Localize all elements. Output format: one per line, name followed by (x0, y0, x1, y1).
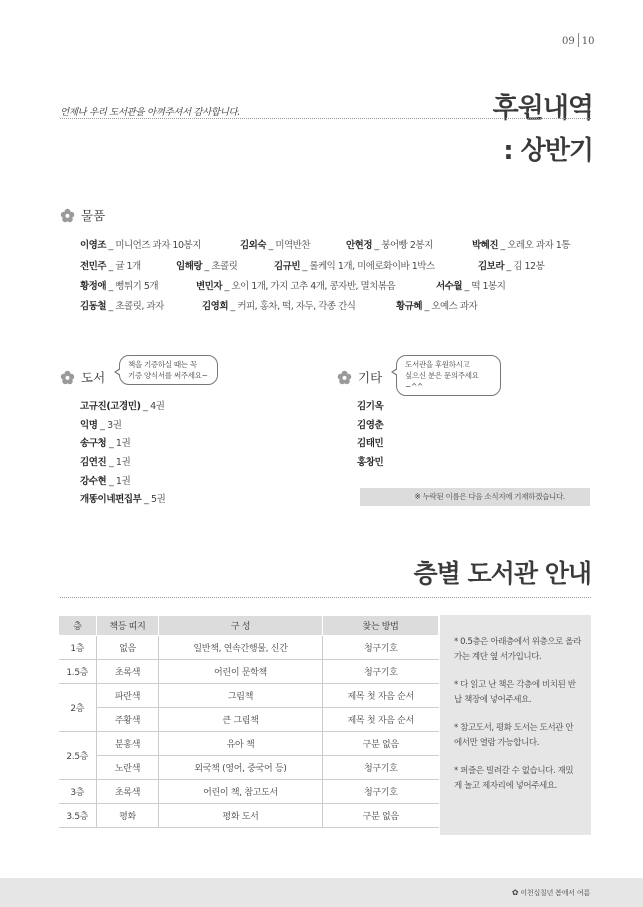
donation-subtitle: : 상반기 (503, 136, 593, 166)
page-number-left: 09 (562, 36, 575, 47)
table-row (59, 732, 439, 756)
table-row (59, 756, 439, 780)
table-row (59, 636, 439, 660)
header-content: 구 성 (159, 616, 323, 636)
guide-note: * 0.5층은 아래층에서 위층으로 올라가는 계단 옆 서가입니다. (454, 637, 581, 662)
goods-entry: 전민주 _ 귤 1개 (80, 261, 141, 272)
table-row (59, 780, 439, 804)
goods-entry: 김영희 _ 커피, 홍차, 떡, 자두, 각종 간식 (202, 301, 356, 312)
goods-entry: 변민자 _ 오이 1개, 가지 고추 4개, 콩자반, 멸치볶음 (196, 281, 396, 292)
content-cell: 일반책, 연속간행물, 신간 (159, 636, 323, 660)
guide-note: * 다 읽고 난 책은 각층에 비치된 반납 책장에 넣어주세요. (454, 680, 576, 705)
floor-cell: 2.5층 (59, 732, 97, 780)
book-entry: 송구청 _ 1권 (80, 438, 131, 450)
method-cell: 구분 없음 (323, 732, 439, 756)
method-cell: 청구기호 (323, 756, 439, 780)
book-entry: 고규진(고경민) _ 4권 (80, 401, 165, 412)
goods-entry: 김보라 _ 김 12봉 (478, 261, 545, 272)
floor-guide-divider (60, 597, 591, 598)
method-cell: 청구기호 (323, 636, 439, 660)
goods-entry: 임해랑 _ 초콜릿 (176, 261, 238, 272)
book-entry: 강수현 _ 1권 (80, 475, 131, 487)
band-cell: 노란색 (97, 756, 159, 780)
donation-title: 후원내역 (492, 93, 593, 124)
goods-entry: 안현정 _ 붕어빵 2봉지 (346, 240, 433, 251)
method-cell: 제목 첫 자음 순서 (323, 708, 439, 732)
footer (512, 888, 590, 898)
etc-list (357, 398, 383, 473)
method-cell: 청구기호 (323, 660, 439, 684)
omission-note: ※ 누락된 이름은 다음 소식지에 기재하겠습니다. (360, 488, 590, 506)
goods-entry: 황규혜 _ 오예스 과자 (396, 301, 478, 312)
floor-guide-title: 층별 도서관 안내 (413, 559, 591, 588)
method-cell: 제목 첫 자음 순서 (323, 684, 439, 708)
band-cell: 분홍색 (97, 732, 159, 756)
content-cell: 유아 책 (159, 732, 323, 756)
page-number (562, 33, 594, 47)
goods-entry: 김동철 _ 초콜릿, 과자 (80, 301, 164, 312)
flower-icon (337, 370, 352, 385)
floor-cell: 1층 (59, 636, 97, 660)
header-band: 책등 띠지 (97, 616, 159, 636)
floor-cell: 1.5층 (59, 660, 97, 684)
flower-icon: ✿ (511, 888, 519, 897)
method-cell: 구분 없음 (323, 804, 439, 828)
guide-note: * 퍼즐은 빌려갈 수 없습니다. 재밌게 놀고 제자리에 넣어주세요. (454, 766, 574, 791)
flower-icon (60, 370, 75, 385)
goods-entry: 김규빈 _ 롤케익 1개, 미에로화이바 1박스 (274, 261, 435, 272)
goods-entry: 김외숙 _ 미역반찬 (240, 240, 311, 251)
header-method: 찾는 방법 (323, 616, 439, 636)
band-cell: 초록색 (97, 660, 159, 684)
page-number-right: 10 (581, 36, 595, 47)
flower-icon (60, 208, 75, 223)
page-number-divider (578, 33, 579, 47)
table-row (59, 804, 439, 828)
band-cell: 파란색 (97, 684, 159, 708)
method-cell: 청구기호 (323, 780, 439, 804)
header-floor: 층 (59, 616, 97, 636)
etc-speech-bubble: 도서관을 후원하시고 싶으신 분은 문의주세요~^^ (396, 355, 501, 396)
goods-entry: 박혜진 _ 오레오 과자 1통 (472, 240, 570, 251)
table-row (59, 708, 439, 732)
etc-entry: 홍창민 (357, 457, 384, 469)
floor-guide-notes (440, 615, 591, 835)
header-divider (60, 118, 591, 119)
etc-heading (337, 368, 382, 386)
content-cell: 어린이 책, 참고도서 (159, 780, 323, 804)
etc-heading-label: 기타 (358, 370, 383, 385)
table-header-row (59, 616, 439, 636)
floor-guide-table (58, 615, 439, 828)
table-row (59, 684, 439, 708)
band-cell: 주황색 (97, 708, 159, 732)
etc-entry: 김태민 (357, 438, 384, 450)
etc-entry: 김영춘 (357, 419, 384, 431)
books-speech-bubble: 책을 기증하실 때는 꼭 기증 양식서를 써주세요~ (119, 355, 218, 385)
floor-cell: 3.5층 (59, 804, 97, 828)
book-entry: 개똥이네편집부 _ 5권 (80, 494, 166, 506)
goods-entry: 서수월 _ 떡 1봉지 (436, 281, 506, 292)
content-cell: 어린이 문학책 (159, 660, 323, 684)
books-heading-label: 도서 (81, 370, 106, 385)
goods-heading (60, 206, 105, 224)
goods-heading-label: 물품 (81, 208, 106, 223)
footer-label: 이천십칠년 봄에서 여름 (520, 889, 590, 897)
thanks-subtitle: 언제나 우리 도서관을 아껴주셔서 감사합니다. (60, 107, 240, 118)
books-list (80, 398, 165, 510)
goods-entry: 황정애 _ 뻥튀기 5개 (80, 281, 159, 292)
content-cell: 그림책 (159, 684, 323, 708)
band-cell: 초록색 (97, 780, 159, 804)
guide-note: * 참고도서, 평화 도서는 도서관 안에서만 열람 가능합니다. (454, 723, 574, 748)
book-entry: 김연진 _ 1권 (80, 457, 131, 469)
floor-cell: 2층 (59, 684, 97, 732)
etc-entry: 김기옥 (357, 401, 384, 412)
content-cell: 외국책 (영어, 중국어 등) (159, 756, 323, 780)
band-cell: 없음 (97, 636, 159, 660)
floor-cell: 3층 (59, 780, 97, 804)
content-cell: 평화 도서 (159, 804, 323, 828)
band-cell: 평화 (97, 804, 159, 828)
content-cell: 큰 그림책 (159, 708, 323, 732)
table-row (59, 660, 439, 684)
book-entry: 익명 _ 3권 (80, 419, 122, 431)
books-heading (60, 368, 105, 386)
goods-entry: 이영조 _ 미니언즈 과자 10봉지 (80, 240, 201, 251)
